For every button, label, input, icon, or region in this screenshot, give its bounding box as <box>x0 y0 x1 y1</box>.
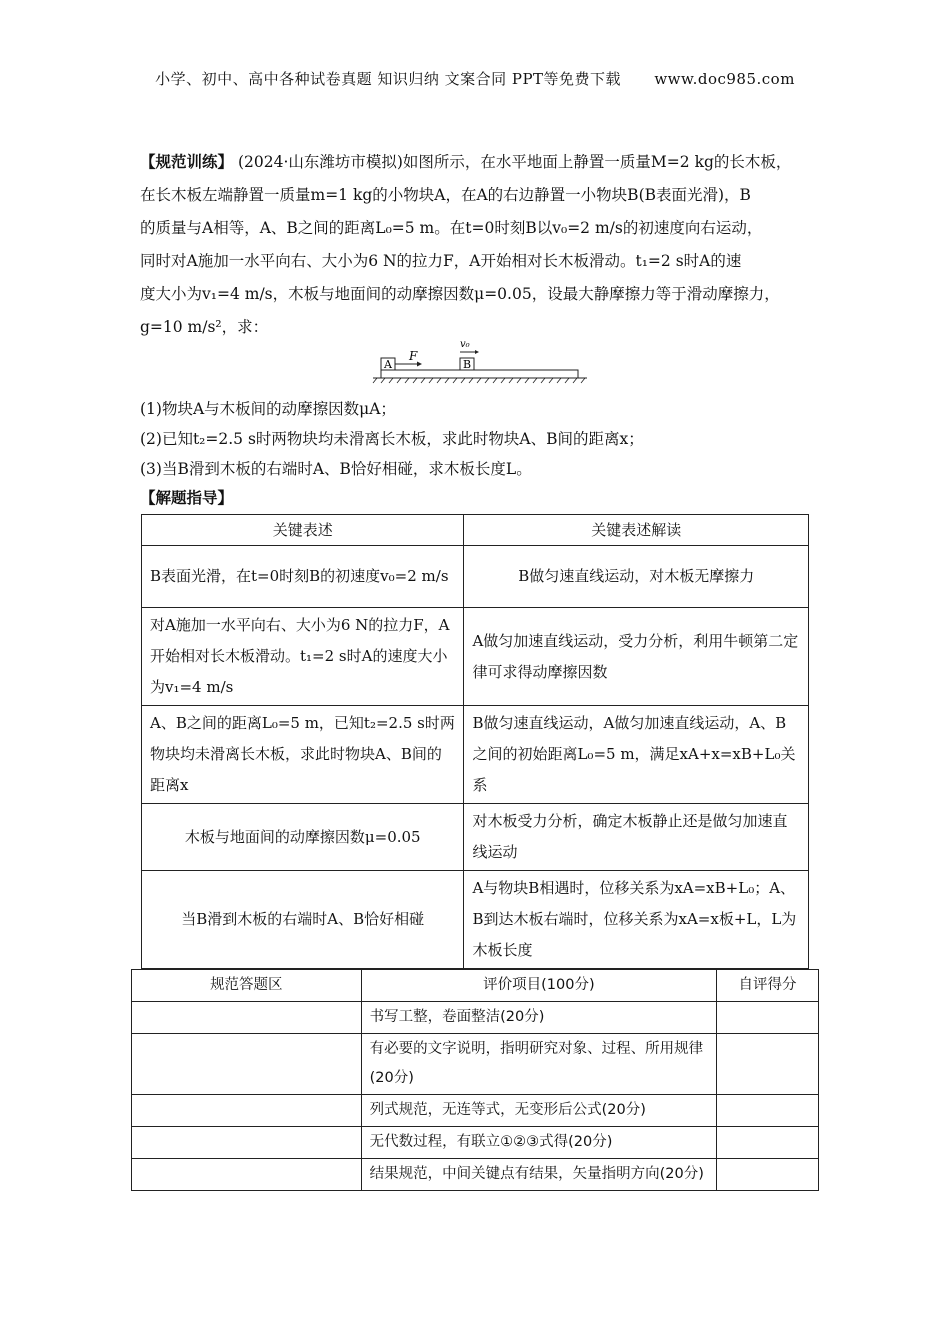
answer-area-cell[interactable] <box>132 1034 362 1095</box>
problem-text-line: 如图所示，在水平地面上静置一质量M=2 kg的长木板， <box>402 153 792 171</box>
answer-area-cell[interactable] <box>132 1002 362 1034</box>
eval-header-row <box>132 970 819 1002</box>
guide-header-row <box>142 515 809 546</box>
guide-header-explain: 关键表述解读 <box>464 515 809 546</box>
problem-text-line: 的质量与A相等，A、B之间的距离L₀=5 m。在t=0时刻B以v₀=2 m/s的初速度向右运动， <box>140 219 763 237</box>
answer-area-cell[interactable] <box>132 1127 362 1159</box>
guide-key-cell: 当B滑到木板的右端时A、B恰好相碰 <box>142 871 464 969</box>
table-row <box>142 546 809 608</box>
guide-key-cell: B表面光滑，在t=0时刻B的初速度v₀=2 m/s <box>142 546 464 608</box>
guide-header-key: 关键表述 <box>142 515 464 546</box>
table-row <box>132 1095 819 1127</box>
guide-explain-cell: B做匀速直线运动，A做匀加速直线运动，A、B之间的初始距离L₀=5 m，满足xA+x=xB+L₀关系 <box>464 706 809 804</box>
table-row <box>142 871 809 969</box>
self-score-cell[interactable] <box>717 1159 819 1191</box>
velocity-arrowhead <box>475 350 479 354</box>
force-arrowhead <box>417 362 422 367</box>
question-3: (3)当B滑到木板的右端时A、B恰好相碰，求木板长度L。 <box>140 460 532 478</box>
physics-diagram <box>365 336 590 386</box>
problem-line-1 <box>140 146 820 179</box>
block-a-label: A <box>384 358 392 371</box>
problem-tag: 【规范训练】 <box>140 153 234 171</box>
problem-statement <box>140 146 820 344</box>
table-row <box>142 804 809 871</box>
guide-key-cell: 木板与地面间的动摩擦因数μ=0.05 <box>142 804 464 871</box>
eval-item: 书写工整，卷面整洁(20分) <box>361 1002 716 1034</box>
header-text: 小学、初中、高中各种试卷真题 知识归纳 文案合同 PPT等免费下载 <box>155 70 622 88</box>
eval-item: 有必要的文字说明，指明研究对象、过程、所用规律(20分) <box>361 1034 716 1095</box>
guide-explain-cell: A做匀加速直线运动，受力分析，利用牛顿第二定律可求得动摩擦因数 <box>464 608 809 706</box>
self-score-cell[interactable] <box>717 1127 819 1159</box>
question-1: (1)物块A与木板间的动摩擦因数μA； <box>140 400 396 418</box>
guide-explain-cell: B做匀速直线运动，对木板无摩擦力 <box>464 546 809 608</box>
table-row <box>132 1034 819 1095</box>
header-site-link[interactable]: www.doc985.com <box>654 70 795 88</box>
self-score-cell[interactable] <box>717 1095 819 1127</box>
force-label: F <box>409 349 418 363</box>
problem-text-line: 度大小为v₁=4 m/s，木板与地面间的动摩擦因数μ=0.05，设最大静摩擦力等于滑动摩擦力， <box>140 285 780 303</box>
problem-text-line: 在长木板左端静置一质量m=1 kg的小物块A，在A的右边静置一小物块B(B表面光滑)，B <box>140 186 751 204</box>
guide-explain-cell: 对木板受力分析，确定木板静止还是做匀加速直线运动 <box>464 804 809 871</box>
guide-key-cell: A、B之间的距离L₀=5 m，已知t₂=2.5 s时两物块均未滑离长木板，求此时物块A、B间的距离x <box>142 706 464 804</box>
guide-table <box>141 514 809 969</box>
guide-key-cell: 对A施加一水平向右、大小为6 N的拉力F，A开始相对长木板滑动。t₁=2 s时A的速度大小为v₁=4 m/s <box>142 608 464 706</box>
eval-item: 结果规范，中间关键点有结果，矢量指明方向(20分) <box>361 1159 716 1191</box>
page-header <box>0 68 950 89</box>
table-row <box>132 1002 819 1034</box>
question-2: (2)已知t₂=2.5 s时两物块均未滑离长木板，求此时物块A、B间的距离x； <box>140 430 644 448</box>
eval-item: 列式规范，无连等式，无变形后公式(20分) <box>361 1095 716 1127</box>
table-row <box>142 608 809 706</box>
block-b-label: B <box>463 358 472 371</box>
self-score-cell[interactable] <box>717 1002 819 1034</box>
table-row <box>132 1127 819 1159</box>
ground-hatching <box>373 378 585 383</box>
problem-text-line: 同时对A施加一水平向右、大小为6 N的拉力F，A开始相对长木板滑动。t₁=2 s时A的速 <box>140 252 742 270</box>
eval-item: 无代数过程，有联立①②③式得(20分) <box>361 1127 716 1159</box>
answer-area-cell[interactable] <box>132 1095 362 1127</box>
guide-explain-cell: A与物块B相遇时，位移关系为xA=xB+L₀；A、B到达木板右端时，位移关系为xA=x板+L，L为木板长度 <box>464 871 809 969</box>
eval-header-score: 自评得分 <box>717 970 819 1002</box>
self-score-cell[interactable] <box>717 1034 819 1095</box>
eval-header-answer-area: 规范答题区 <box>132 970 362 1002</box>
evaluation-table <box>131 969 819 1191</box>
answer-area-cell[interactable] <box>132 1159 362 1191</box>
guide-title: 【解题指导】 <box>140 489 234 507</box>
problem-source: (2024·山东潍坊市模拟) <box>237 153 403 171</box>
long-board <box>381 370 578 378</box>
table-row <box>142 706 809 804</box>
table-row <box>132 1159 819 1191</box>
problem-text-line: g=10 m/s²，求： <box>140 318 269 336</box>
velocity-label: v₀ <box>460 339 470 350</box>
eval-header-items: 评价项目(100分) <box>361 970 716 1002</box>
